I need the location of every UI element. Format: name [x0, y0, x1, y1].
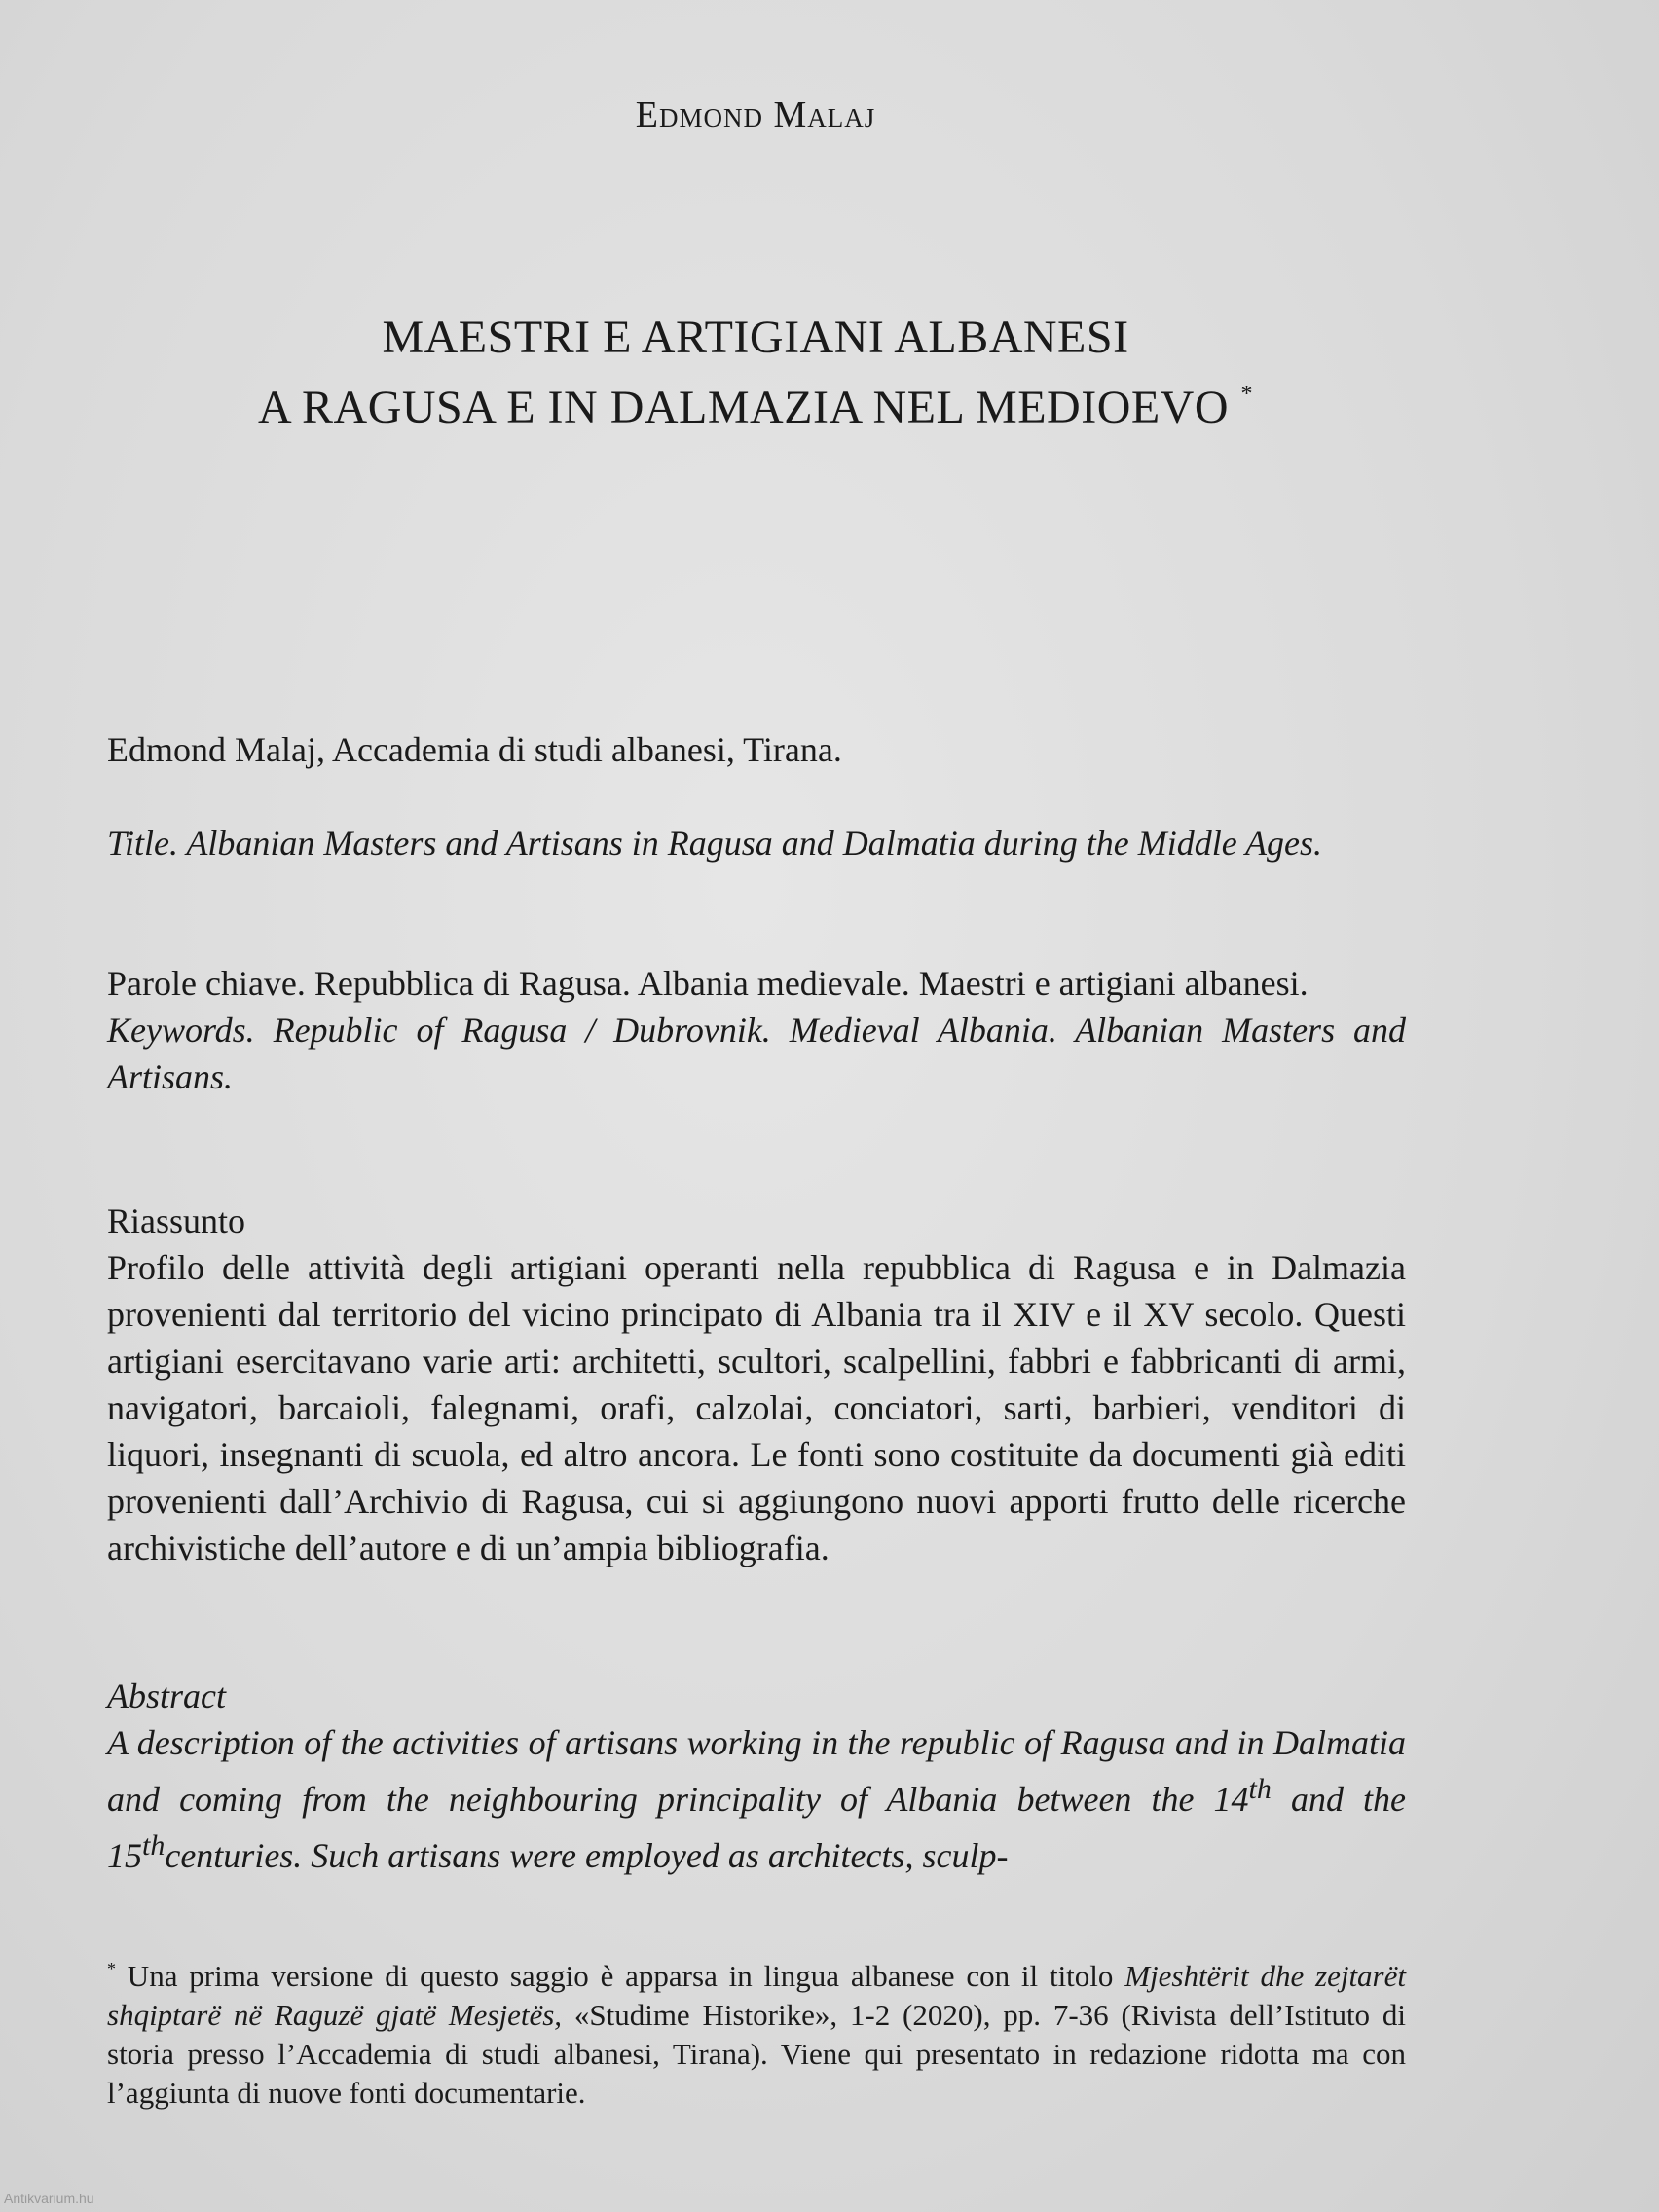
- abstract-sup-2: th: [142, 1829, 166, 1862]
- title-line-2: [0, 366, 1511, 436]
- affiliation: [107, 726, 1406, 773]
- footnote-text-1: Una prima versione di questo saggio è apparsa in lingua albanese con il titolo: [116, 1959, 1125, 1993]
- keywords: [107, 960, 1406, 1100]
- abstract-sup-1: th: [1248, 1773, 1272, 1805]
- abstract-heading: Abstract: [107, 1677, 226, 1715]
- watermark: Antikvarium.hu: [4, 2191, 94, 2206]
- summary-text: Profilo delle attività degli artigiani operanti nella repubblica di Ragusa e in Dalmazia provenienti dal territorio del vicino principato di Albania tra il XIV e il XV secolo. Questi artigiani esercitavano varie arti: architetti, scultori, scalpellini, fabbri e fabbricanti di armi, navigatori, barcaioli, falegnami, orafi, calzolai, conciatori, sarti, barbieri, venditori di liquori, insegnanti di scuola, ed altro ancora. Le fonti sono costituite da documenti già editi provenienti dall’Archivio di Ragusa, cui si aggiungono nuovi apporti frutto delle ricerche archivistiche dell’autore e di un’ampia bibliografia.: [107, 1248, 1406, 1567]
- footnote-text-2: «Studime Historike», 1-2 (2020), pp. 7-36 (Rivista dell’Istituto di storia presso l’Accademia di studi albanesi, Tirana). Viene qui presentato in redazione ridotta ma con l’aggiunta di nuove fonti documentarie.: [107, 1998, 1406, 2110]
- keywords-italian: Parole chiave. Repubblica di Ragusa. Albania medievale. Maestri e artigiani albanesi.: [107, 964, 1309, 1003]
- footnote: [107, 1949, 1406, 2113]
- article-title: [0, 310, 1511, 436]
- abstract-text: [107, 1719, 1406, 1879]
- abstract-section: [107, 1673, 1406, 1879]
- footnote-italic-title: Mjeshtërit dhe zejtarët shqiptarë në Raguzë gjatë Mesjetës,: [107, 1959, 1406, 2032]
- summary-heading: Riassunto: [107, 1201, 246, 1240]
- abstract-part-3: centuries. Such artisans were employed as architects, sculp-: [165, 1836, 1009, 1875]
- title-line-1: MAESTRI E ARTIGIANI ALBANESI: [382, 312, 1129, 363]
- running-author: Edmond Malaj: [635, 94, 876, 135]
- footnote-mark: *: [107, 1959, 116, 1978]
- title-line-2-text: A RAGUSA E IN DALMAZIA NEL MEDIOEVO: [258, 382, 1229, 433]
- abstract-part-1: A description of the activities of artisans working in the republic of Ragusa and in Dalmatia and coming from the neighbouring principality of Albania between the 14: [107, 1723, 1406, 1819]
- english-title: [107, 820, 1406, 866]
- affiliation-text: Edmond Malaj, Accademia di studi albanesi, Tirana.: [107, 730, 842, 769]
- summary-section: [107, 1198, 1406, 1571]
- title-note-mark: *: [1240, 382, 1253, 407]
- abstract-part-2: and the 15: [107, 1780, 1406, 1875]
- keywords-english: Keywords. Republic of Ragusa / Dubrovnik. Medieval Albania. Albanian Masters and Artisans.: [107, 1011, 1406, 1096]
- english-title-text: Title. Albanian Masters and Artisans in Ragusa and Dalmatia during the Middle Ages.: [107, 824, 1323, 863]
